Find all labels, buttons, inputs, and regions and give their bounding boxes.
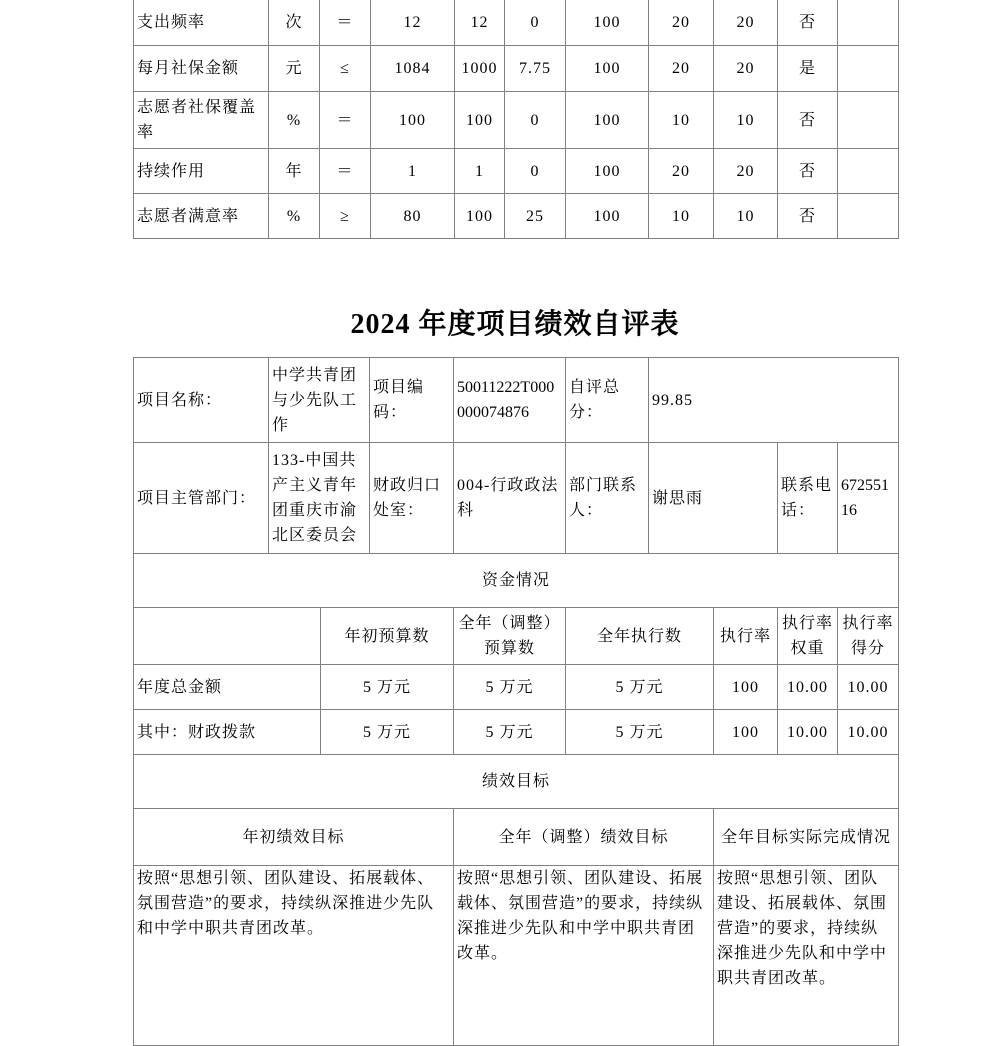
indicator-blank-cell xyxy=(838,0,899,46)
funds-row-label: 其中：财政拨款 xyxy=(134,710,321,755)
indicator-cell: 1000 xyxy=(455,46,505,92)
indicator-row xyxy=(134,92,899,149)
goals-header: 年初绩效目标 xyxy=(134,809,454,866)
funds-header: 全年（调整）预算数 xyxy=(454,608,566,665)
indicator-name: 支出频率 xyxy=(134,0,269,46)
dept-value: 133-中国共产主义青年团重庆市渝北区委员会 xyxy=(269,443,370,554)
indicator-cell: 20 xyxy=(649,149,714,194)
finance-value: 004-行政政法科 xyxy=(454,443,566,554)
indicator-cell: 100 xyxy=(371,92,455,149)
funds-cell: 5 万元 xyxy=(566,665,714,710)
funds-header: 全年执行数 xyxy=(566,608,714,665)
indicator-cell: 0 xyxy=(505,92,566,149)
indicator-name: 每月社保金额 xyxy=(134,46,269,92)
funds-cell: 5 万元 xyxy=(454,665,566,710)
goal-text: 按照“思想引领、团队建设、拓展载体、氛围营造”的要求，持续纵深推进少先队和中学中职共青团改革。 xyxy=(454,866,714,1046)
funds-cell: 5 万元 xyxy=(321,665,454,710)
funds-row xyxy=(134,665,899,710)
indicator-blank-cell xyxy=(838,92,899,149)
funds-row-label: 年度总金额 xyxy=(134,665,321,710)
indicator-cell: 100 xyxy=(455,92,505,149)
funds-cell: 10.00 xyxy=(778,710,838,755)
indicator-cell: 0 xyxy=(505,0,566,46)
indicator-cell: ＝ xyxy=(320,149,371,194)
indicator-cell: % xyxy=(269,92,320,149)
indicator-name: 志愿者满意率 xyxy=(134,194,269,239)
indicator-cell: 7.75 xyxy=(505,46,566,92)
project-name-row xyxy=(134,358,899,443)
indicator-row xyxy=(134,46,899,92)
indicator-cell: 10 xyxy=(714,92,778,149)
funds-cell: 5 万元 xyxy=(566,710,714,755)
indicator-cell: 12 xyxy=(455,0,505,46)
indicator-cell: 年 xyxy=(269,149,320,194)
project-name-label: 项目名称： xyxy=(134,358,269,443)
indicator-cell: 否 xyxy=(778,194,838,239)
indicator-cell: 0 xyxy=(505,149,566,194)
goal-text: 按照“思想引领、团队建设、拓展载体、氛围营造”的要求，持续纵深推进少先队和中学中职共青团改革。 xyxy=(134,866,454,1046)
indicator-cell: 10 xyxy=(649,92,714,149)
phone-label: 联系电话： xyxy=(778,443,838,554)
indicator-cell: 80 xyxy=(371,194,455,239)
indicator-cell: 20 xyxy=(714,46,778,92)
funds-cell: 10.00 xyxy=(838,665,899,710)
funds-header-row xyxy=(134,608,899,665)
funds-row xyxy=(134,710,899,755)
indicator-cell: 100 xyxy=(455,194,505,239)
indicator-cell: 1 xyxy=(371,149,455,194)
goals-header: 全年（调整）绩效目标 xyxy=(454,809,714,866)
indicator-cell: 12 xyxy=(371,0,455,46)
funds-cell: 5 万元 xyxy=(321,710,454,755)
indicator-blank-cell xyxy=(838,194,899,239)
contact-label: 部门联系人： xyxy=(566,443,649,554)
goals-header-row xyxy=(134,809,899,866)
goals-section-header: 绩效目标 xyxy=(134,755,899,809)
project-name-value: 中学共青团与少先队工作 xyxy=(269,358,370,443)
department-row xyxy=(134,443,899,554)
indicator-row xyxy=(134,194,899,239)
indicator-cell: ≥ xyxy=(320,194,371,239)
indicator-blank-cell xyxy=(838,46,899,92)
indicator-cell: 1084 xyxy=(371,46,455,92)
indicator-cell: ＝ xyxy=(320,0,371,46)
indicator-cell: 10 xyxy=(649,194,714,239)
self-evaluation-table xyxy=(133,357,899,1046)
project-code-value: 50011222T000000074876 xyxy=(454,358,566,443)
indicator-cell: 1 xyxy=(455,149,505,194)
score-value: 99.85 xyxy=(649,358,899,443)
phone-value: 67255116 xyxy=(838,443,899,554)
indicator-cell: 100 xyxy=(566,149,649,194)
funds-cell: 100 xyxy=(714,710,778,755)
funds-cell: 10.00 xyxy=(778,665,838,710)
indicator-cell: 20 xyxy=(649,0,714,46)
indicator-cell: 是 xyxy=(778,46,838,92)
goals-row xyxy=(134,866,899,1046)
indicator-cell: 否 xyxy=(778,149,838,194)
funds-header: 执行率 xyxy=(714,608,778,665)
indicator-cell: 10 xyxy=(714,194,778,239)
funds-cell: 5 万元 xyxy=(454,710,566,755)
indicator-row xyxy=(134,149,899,194)
indicator-cell: 元 xyxy=(269,46,320,92)
score-label: 自评总分： xyxy=(566,358,649,443)
indicator-cell: 否 xyxy=(778,92,838,149)
funds-header-blank xyxy=(134,608,321,665)
funds-section-header: 资金情况 xyxy=(134,554,899,608)
indicator-cell: 100 xyxy=(566,0,649,46)
indicator-cell: 100 xyxy=(566,92,649,149)
indicator-name: 持续作用 xyxy=(134,149,269,194)
indicator-cell: 25 xyxy=(505,194,566,239)
finance-label: 财政归口处室： xyxy=(370,443,454,554)
funds-cell: 10.00 xyxy=(838,710,899,755)
contact-value: 谢思雨 xyxy=(649,443,778,554)
indicator-cell: 100 xyxy=(566,46,649,92)
funds-header: 执行率权重 xyxy=(778,608,838,665)
indicator-cell: 次 xyxy=(269,0,320,46)
project-code-label: 项目编码： xyxy=(370,358,454,443)
funds-header: 年初预算数 xyxy=(321,608,454,665)
indicator-table xyxy=(133,0,899,239)
indicator-cell: ≤ xyxy=(320,46,371,92)
page-title: 2024 年度项目绩效自评表 xyxy=(350,309,680,340)
goals-header: 全年目标实际完成情况 xyxy=(714,809,899,866)
indicator-cell: % xyxy=(269,194,320,239)
funds-cell: 100 xyxy=(714,665,778,710)
funds-header: 执行率得分 xyxy=(838,608,899,665)
indicator-name: 志愿者社保覆盖率 xyxy=(134,92,269,149)
indicator-cell: 20 xyxy=(714,0,778,46)
goal-text: 按照“思想引领、团队建设、拓展载体、氛围营造”的要求，持续纵深推进少先队和中学中职共青团改革。 xyxy=(714,866,899,1046)
indicator-cell: 100 xyxy=(566,194,649,239)
indicator-cell: 20 xyxy=(649,46,714,92)
indicator-cell: 否 xyxy=(778,0,838,46)
dept-label: 项目主管部门： xyxy=(134,443,269,554)
indicator-blank-cell xyxy=(838,149,899,194)
indicator-cell: ＝ xyxy=(320,92,371,149)
indicator-row xyxy=(134,0,899,46)
indicator-cell: 20 xyxy=(714,149,778,194)
